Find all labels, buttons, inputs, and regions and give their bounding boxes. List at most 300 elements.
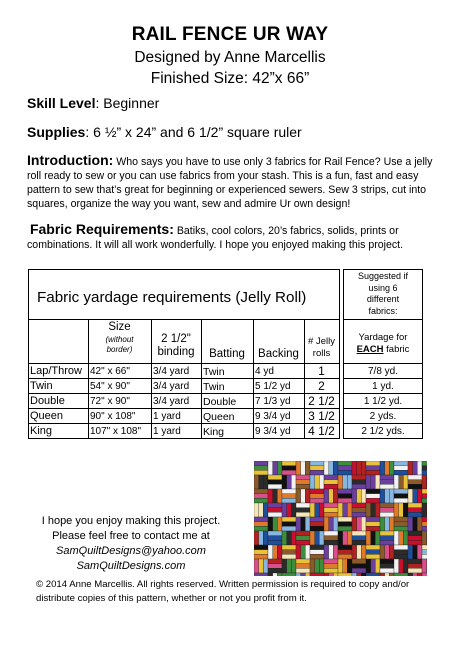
quilt-strip [357, 573, 362, 576]
grid-line [28, 269, 340, 270]
row-yardage: 7/8 yd. [367, 366, 399, 377]
quilt-strip [422, 573, 427, 576]
quilt-strip [352, 512, 366, 517]
side-note-line: different [366, 294, 400, 304]
quilt-strip [282, 475, 287, 489]
quilt-strip [254, 475, 259, 489]
quilt-strip [338, 475, 343, 489]
quilt-strip [263, 531, 268, 545]
quilt-strip [291, 475, 296, 489]
quilt-strip [352, 559, 366, 564]
quilt-strip [408, 568, 422, 573]
quilt-strip [273, 461, 278, 475]
quilt-strip [403, 531, 408, 545]
quilt-strip [310, 494, 324, 499]
quilt-strip [296, 545, 301, 559]
quilt-strip [333, 573, 338, 576]
grid-line [339, 269, 340, 439]
contact-email[interactable]: SamQuiltDesigns@yahoo.com [56, 545, 206, 557]
header-size: Size [108, 321, 131, 333]
quilt-strip [422, 545, 427, 550]
quilt-strip [361, 545, 366, 559]
quilt-strip [408, 480, 422, 485]
quilt-strip [296, 512, 310, 517]
quilt-strip [296, 508, 310, 513]
quilt-strip [268, 568, 282, 573]
quilt-strip [296, 484, 310, 489]
quilt-strip [422, 517, 427, 522]
quilt-strip [408, 517, 413, 531]
quilt-strip [380, 540, 394, 545]
quilt-strip [366, 466, 380, 471]
quilt-strip [296, 480, 310, 485]
quilt-strip [324, 564, 338, 569]
quilt-strip [296, 536, 310, 541]
grid-line [343, 423, 423, 424]
quilt-strip [422, 494, 427, 499]
quilt-strip [380, 559, 394, 564]
quilt-strip [380, 536, 394, 541]
quilt-strip [408, 508, 422, 513]
quilt-strip [380, 564, 394, 569]
quilt-strip [375, 503, 380, 517]
quilt-strip [310, 503, 315, 517]
row-size: 90" x 108" [90, 411, 136, 422]
grid-line [343, 378, 423, 379]
quilt-strip [357, 545, 362, 559]
quilt-strip [417, 573, 422, 576]
quilt-strip [366, 531, 371, 545]
grid-line [343, 269, 423, 270]
supplies-value: : 6 ½” x 24” and 6 1/2” square ruler [85, 124, 302, 140]
quilt-strip [352, 564, 366, 569]
side-note [343, 271, 423, 317]
quilt-strip [338, 573, 352, 576]
quilt-strip [319, 503, 324, 517]
quilt-strip [357, 489, 362, 503]
quilt-strip [268, 531, 282, 536]
quilt-strip [268, 475, 282, 480]
header-backing: Backing [258, 348, 299, 360]
quilt-strip [301, 573, 306, 576]
quilt-strip [417, 545, 422, 559]
quilt-strip [366, 489, 380, 494]
quilt-strip [394, 494, 408, 499]
row-yardage: 1 yd. [372, 381, 394, 392]
row-name: Double [30, 395, 65, 407]
quilt-strip [338, 526, 352, 531]
quilt-strip [324, 536, 338, 541]
quilt-strip [315, 531, 320, 545]
contact-line: I hope you enjoy making this project. [41, 515, 221, 527]
quilt-strip [403, 559, 408, 573]
quilt-strip [347, 475, 352, 489]
quilt-strip [263, 503, 268, 517]
quilt-strip [259, 559, 264, 573]
header-yardage-line [343, 344, 423, 356]
quilt-strip [422, 522, 427, 527]
quilt-strip [352, 508, 366, 513]
quilt-strip [259, 531, 264, 545]
quilt-strip [343, 503, 348, 517]
side-note-line: using 6 [368, 282, 398, 293]
quilt-strip [268, 540, 282, 545]
quilt-strip [273, 517, 278, 531]
grid-line [28, 378, 340, 379]
quilt-strip [343, 559, 348, 573]
quilt-strip [394, 531, 399, 545]
introduction [27, 153, 437, 211]
quilt-strip [301, 517, 306, 531]
quilt-strip [380, 517, 385, 531]
supplies-label: Supplies [27, 124, 86, 140]
quilt-strip [380, 475, 394, 480]
quilt-strip [282, 573, 296, 576]
quilt-strip [254, 470, 268, 475]
quilt-strip [310, 466, 324, 471]
quilt-strip [394, 470, 408, 475]
contact-line: Please feel free to contact me at [52, 530, 210, 542]
quilt-strip [338, 545, 352, 550]
quilt-strip [371, 503, 376, 517]
quilt-strip [296, 573, 301, 576]
quilt-strip [291, 503, 296, 517]
quilt-photo [254, 461, 427, 576]
grid-line [201, 319, 202, 439]
quilt-strip [338, 531, 343, 545]
row-binding: 3/4 yard [153, 381, 190, 392]
quilt-strip [408, 503, 422, 508]
designer-line: Designed by Anne Marcellis [134, 49, 326, 66]
quilt-strip [380, 480, 394, 485]
quilt-strip [408, 559, 422, 564]
quilt-strip [352, 536, 366, 541]
quilt-strip [254, 498, 268, 503]
quilt-strip [268, 461, 273, 475]
quilt-strip [268, 480, 282, 485]
quilt-strip [338, 550, 352, 555]
header-yardage [343, 332, 423, 356]
quilt-strip [282, 498, 296, 503]
grid-line [28, 319, 340, 320]
quilt-strip [422, 503, 427, 517]
quilt-strip [263, 559, 268, 573]
quilt-strip [296, 540, 310, 545]
quilt-strip [347, 503, 352, 517]
quilt-strip [277, 545, 282, 559]
quilt-strip [296, 517, 301, 531]
table-title: Fabric yardage requirements (Jelly Roll) [37, 289, 307, 306]
quilt-strip [385, 489, 390, 503]
quilt-strip [282, 550, 296, 555]
quilt-strip [338, 522, 352, 527]
quilt-strip [394, 526, 408, 531]
quilt-strip [287, 475, 292, 489]
quilt-strip [287, 531, 292, 545]
quilt-strip [338, 517, 352, 522]
contact-block [20, 514, 242, 574]
quilt-strip [380, 573, 385, 576]
quilt-strip [385, 517, 390, 531]
quilt-strip [310, 545, 324, 550]
quilt-strip [310, 554, 324, 559]
quilt-strip [324, 512, 338, 517]
quilt-strip [324, 508, 338, 513]
quilt-strip [366, 545, 380, 550]
quilt-strip [338, 461, 352, 466]
header-binding-line: binding [157, 346, 195, 358]
quilt-strip [268, 512, 282, 517]
row-size: 72" x 90" [90, 396, 130, 407]
header-fabric-word: fabric [383, 344, 410, 355]
quilt-strip [301, 489, 306, 503]
quilt-strip [380, 531, 394, 536]
row-backing: 9 3/4 yd [255, 411, 291, 422]
introduction-label: Introduction: [27, 152, 114, 168]
quilt-strip [352, 517, 357, 531]
quilt-strip [366, 498, 380, 503]
quilt-strip [338, 470, 352, 475]
quilt-strip [408, 536, 422, 541]
quilt-strip [254, 466, 268, 471]
quilt-strip [282, 489, 296, 494]
quilt-strip [319, 475, 324, 489]
quilt-strip [254, 517, 268, 522]
quilt-strip [422, 470, 427, 475]
quilt-strip [254, 489, 268, 494]
quilt-strip [422, 461, 427, 466]
quilt-strip [366, 470, 380, 475]
quilt-strip [305, 489, 310, 503]
quilt-strip [380, 503, 394, 508]
quilt-strip [422, 475, 427, 489]
header-batting: Batting [209, 348, 245, 360]
quilt-strip [361, 489, 366, 503]
grid-line [253, 319, 254, 439]
row-size: 42" x 66" [90, 366, 130, 377]
quilt-strip [371, 475, 376, 489]
quilt-strip [422, 554, 427, 559]
quilt-strip [296, 489, 301, 503]
yardage-table [28, 269, 423, 439]
fabric-requirements [27, 222, 437, 252]
copyright-notice: © 2014 Anne Marcellis. All rights reserved. Written permission is required to copy and/or distribute copies of this pattern, whether or not you profit from it. [36, 579, 410, 604]
quilt-strip [324, 540, 338, 545]
quilt-strip [333, 461, 338, 475]
row-backing: 7 1/3 yd [255, 396, 291, 407]
quilt-strip [310, 498, 324, 503]
quilt-strip [338, 489, 352, 494]
row-batting: Queen [203, 411, 235, 423]
quilt-photo-image [254, 461, 427, 576]
quilt-strip [389, 489, 394, 503]
quilt-strip [352, 568, 366, 573]
quilt-strip [282, 517, 296, 522]
quilt-strip [338, 554, 352, 559]
quilt-strip [282, 503, 287, 517]
quilt-strip [366, 461, 380, 466]
quilt-strip [315, 503, 320, 517]
row-binding: 3/4 yard [153, 396, 190, 407]
quilt-strip [254, 559, 259, 573]
quilt-strip [268, 503, 282, 508]
quilt-strip [324, 489, 329, 503]
quilt-strip [254, 503, 259, 517]
quilt-strip [296, 531, 310, 536]
quilt-strip [268, 517, 273, 531]
quilt-strip [254, 550, 268, 555]
quilt-strip [408, 461, 413, 475]
quilt-strip [254, 554, 268, 559]
quilt-strip [282, 526, 296, 531]
quilt-strip [310, 573, 324, 576]
quilt-strip [310, 522, 324, 527]
quilt-strip [254, 573, 268, 576]
quilt-strip [385, 545, 390, 559]
quilt-strip [352, 489, 357, 503]
quilt-strip [324, 573, 329, 576]
quilt-strip [394, 559, 399, 573]
row-backing: 5 1/2 yd [255, 381, 291, 392]
quilt-strip [366, 526, 380, 531]
quilt-strip [389, 461, 394, 475]
quilt-strip [380, 545, 385, 559]
quilt-strip [282, 554, 296, 559]
quilt-strip [273, 573, 278, 576]
quilt-strip [310, 475, 315, 489]
quilt-strip [296, 564, 310, 569]
row-batting: King [203, 426, 225, 438]
quilt-strip [394, 503, 399, 517]
quilt-strip [310, 489, 324, 494]
quilt-strip [375, 559, 380, 573]
quilt-strip [329, 461, 334, 475]
quilt-strip [422, 498, 427, 503]
row-name: Queen [30, 410, 64, 422]
quilt-strip [417, 489, 422, 503]
quilt-strip [333, 545, 338, 559]
quilt-strip [296, 559, 310, 564]
quilt-strip [296, 461, 301, 475]
fabric-label: Fabric Requirements: [29, 221, 174, 237]
quilt-strip [305, 461, 310, 475]
header-size-note-line: border) [106, 345, 133, 354]
quilt-strip [389, 573, 394, 576]
quilt-strip [338, 498, 352, 503]
quilt-strip [287, 503, 292, 517]
quilt-strip [268, 484, 282, 489]
quilt-strip [254, 545, 268, 550]
quilt-strip [324, 475, 338, 480]
header-size-note-line: (without [105, 335, 134, 344]
quilt-strip [291, 559, 296, 573]
quilt-strip [394, 545, 408, 550]
grid-line [343, 319, 423, 320]
quilt-strip [310, 461, 324, 466]
quilt-strip [310, 526, 324, 531]
quilt-strip [277, 461, 282, 475]
row-batting: Twin [203, 366, 225, 378]
quilt-strip [408, 545, 413, 559]
quilt-strip [394, 573, 408, 576]
quilt-strip [361, 517, 366, 531]
quilt-strip [291, 531, 296, 545]
quilt-strip [282, 466, 296, 471]
grid-line [28, 423, 340, 424]
quilt-strip [385, 573, 390, 576]
row-name: King [30, 425, 53, 437]
quilt-strip [277, 489, 282, 503]
quilt-strip [352, 475, 366, 480]
quilt-strip [352, 480, 366, 485]
side-note-line: Suggested if [357, 271, 409, 281]
quilt-strip [282, 559, 287, 573]
quilt-strip [422, 559, 427, 573]
row-name: Lap/Throw [30, 365, 82, 377]
quilt-strip [408, 475, 422, 480]
quilt-strip [389, 517, 394, 531]
contact-website[interactable]: SamQuiltDesigns.com [76, 560, 186, 572]
quilt-strip [357, 461, 362, 475]
quilt-strip [394, 489, 408, 494]
supplies [27, 124, 437, 140]
row-rolls: 2 [318, 379, 325, 393]
row-rolls: 3 1/2 [308, 409, 335, 423]
quilt-strip [333, 517, 338, 531]
quilt-strip [254, 526, 268, 531]
row-yardage: 2 1/2 yds. [361, 426, 405, 437]
quilt-strip [277, 517, 282, 531]
quilt-strip [310, 559, 315, 573]
quilt-strip [282, 545, 296, 550]
quilt-strip [394, 550, 408, 555]
quilt-strip [254, 494, 268, 499]
quilt-strip [310, 550, 324, 555]
quilt-strip [357, 517, 362, 531]
quilt-strip [366, 573, 380, 576]
row-size: 107" x 108" [90, 426, 142, 437]
quilt-strip [282, 522, 296, 527]
quilt-strip [422, 526, 427, 531]
grid-line [28, 363, 340, 364]
quilt-strip [347, 559, 352, 573]
quilt-strip [259, 475, 264, 489]
quilt-strip [366, 522, 380, 527]
header-jelly-line: # Jelly [308, 336, 335, 347]
quilt-strip [333, 489, 338, 503]
quilt-strip [329, 573, 334, 576]
side-note-line: fabrics: [368, 305, 398, 316]
quilt-strip [352, 503, 366, 508]
quilt-strip [329, 489, 334, 503]
quilt-strip [380, 489, 385, 503]
pattern-title: RAIL FENCE UR WAY [131, 24, 329, 45]
quilt-strip [394, 554, 408, 559]
grid-line [343, 408, 423, 409]
quilt-strip [394, 466, 408, 471]
quilt-strip [422, 489, 427, 494]
grid-line [28, 269, 29, 439]
quilt-strip [380, 568, 394, 573]
quilt-strip [408, 489, 413, 503]
quilt-strip [366, 554, 380, 559]
quilt-strip [268, 489, 273, 503]
row-rolls: 1 [318, 364, 325, 378]
quilt-strip [422, 466, 427, 471]
quilt-strip [324, 461, 329, 475]
quilt-strip [305, 545, 310, 559]
quilt-strip [408, 573, 413, 576]
